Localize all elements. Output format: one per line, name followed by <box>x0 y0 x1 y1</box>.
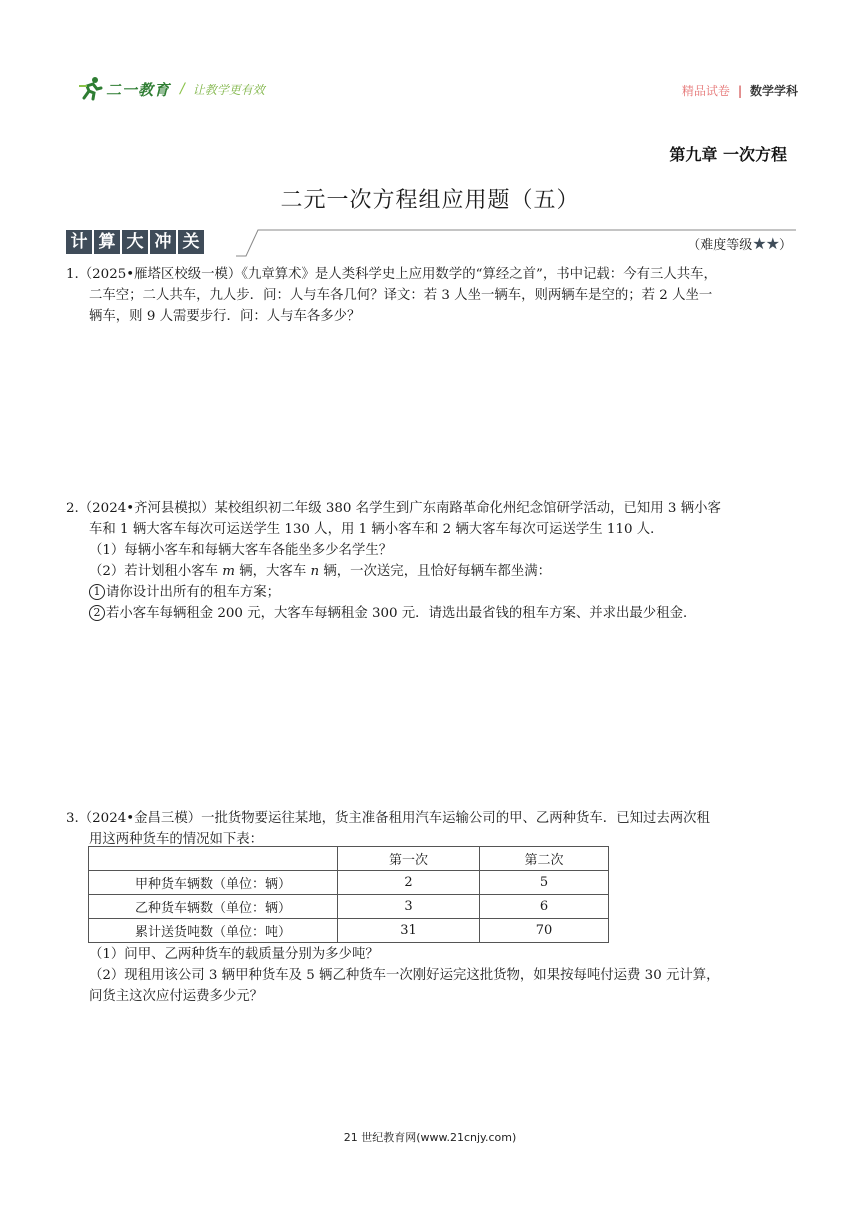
table-row <box>89 895 609 919</box>
sub-question-2 <box>66 561 796 582</box>
banner-char: 大 <box>122 230 148 254</box>
circled-number-icon: 1 <box>89 584 105 600</box>
sub-question-text: （2）若计划租小客车 <box>89 564 223 579</box>
question-text: 车和 1 辆大客车每次可运送学生 130 人，用 1 辆小客车和 2 辆大客车每次可运送学生 110 人． <box>89 522 664 537</box>
variable-n: n <box>310 564 320 579</box>
question-text: 2.（2024•齐河县模拟）某校组织初二年级 380 名学生到广东南路革命化州纪念馆研学活动，已知用 3 辆小客 <box>66 501 721 516</box>
page-title: 二元一次方程组应用题（五） <box>280 188 580 213</box>
header-subject <box>682 82 798 99</box>
question-text: 1.（2025•雁塔区校级一模）《九章算术》是人类科学史上应用数学的“算经之首”，书中记载：今有三人共车， <box>66 267 717 282</box>
table-cell: 5 <box>480 871 609 895</box>
table-cell: 31 <box>338 919 480 943</box>
question-text: 3.（2024•金昌三模）一批货物要运往某地，货主准备租用汽车运输公司的甲、乙两种货车．已知过去两次租 <box>66 811 710 826</box>
table-cell: 6 <box>480 895 609 919</box>
header-separator: | <box>737 83 742 98</box>
banner-char: 冲 <box>150 230 176 254</box>
sub-question-1: （1）问甲、乙两种货车的载质量分别为多少吨？ <box>89 947 379 962</box>
banner-char: 计 <box>66 230 92 254</box>
sub-question-text: 辆，大客车 <box>235 564 311 579</box>
difficulty-close: ） <box>778 238 792 253</box>
question-text: 二车空；二人共车，九人步．问：人与车各几何？译文：若 3 人坐一辆车，则两辆车是空的；若 2 人坐一 <box>89 288 713 303</box>
banner-label <box>66 230 206 254</box>
sub-question-2-continued: 问货主这次应付运费多少元？ <box>89 989 264 1004</box>
sub-question-text: 辆，一次送完，且恰好每辆车都坐满： <box>319 564 551 579</box>
difficulty-label: （难度等级 <box>687 238 753 253</box>
section-banner <box>66 228 796 258</box>
table-cell: 2 <box>338 871 480 895</box>
logo-name: 二一教育 <box>106 80 171 99</box>
question-2 <box>66 498 796 624</box>
item-2 <box>66 603 796 624</box>
star-icon: ★★ <box>752 234 779 253</box>
question-1 <box>66 264 796 327</box>
question-text: 用这两种货车的情况如下表： <box>89 832 264 847</box>
table-header-row <box>89 847 609 871</box>
table-cell: 累计送货吨数（单位：吨） <box>89 919 338 943</box>
table-header-cell: 第二次 <box>480 847 609 871</box>
table-row <box>89 871 609 895</box>
table-cell: 甲种货车辆数（单位：辆） <box>89 871 338 895</box>
header-subject-label: 数学学科 <box>749 84 798 98</box>
page-footer: 21 世纪教育网(www.21cnjy.com) <box>343 1131 517 1144</box>
table-header-cell <box>89 847 338 871</box>
item-1 <box>66 582 796 603</box>
table-cell: 3 <box>338 895 480 919</box>
runner-logo-icon <box>78 76 104 102</box>
item-text: 请你设计出所有的租车方案； <box>106 585 281 600</box>
table-cell: 乙种货车辆数（单位：辆） <box>89 895 338 919</box>
truck-data-table <box>88 846 609 943</box>
banner-char: 关 <box>178 230 204 254</box>
logo-slogan: 让教学更有效 <box>192 82 265 97</box>
sub-question-2: （2）现租用该公司 3 辆甲种货车及 5 辆乙种货车一次刚好运完这批货物，如果按每吨付运费 30 元计算， <box>89 968 720 983</box>
banner-char: 算 <box>94 230 120 254</box>
question-text: 辆车，则 9 人需要步行．问：人与车各多少？ <box>89 309 361 324</box>
question-3-subquestions <box>66 944 796 1007</box>
chapter-heading: 第九章 一次方程 <box>669 145 787 164</box>
logo <box>78 76 265 102</box>
table-row <box>89 919 609 943</box>
circled-number-icon: 2 <box>89 605 105 621</box>
question-3 <box>66 808 796 850</box>
variable-m: m <box>222 564 235 579</box>
header-tag: 精品试卷 <box>681 84 730 98</box>
item-text: 若小客车每辆租金 200 元，大客车每辆租金 300 元．请选出最省钱的租车方案、并求出最少租金． <box>106 606 697 621</box>
logo-divider: / <box>180 81 185 97</box>
sub-question-1: （1）每辆小客车和每辆大客车各能坐多少名学生？ <box>89 543 393 558</box>
table-header-cell: 第一次 <box>338 847 480 871</box>
table-cell: 70 <box>480 919 609 943</box>
difficulty-rating <box>687 234 792 253</box>
page-header <box>78 76 798 106</box>
